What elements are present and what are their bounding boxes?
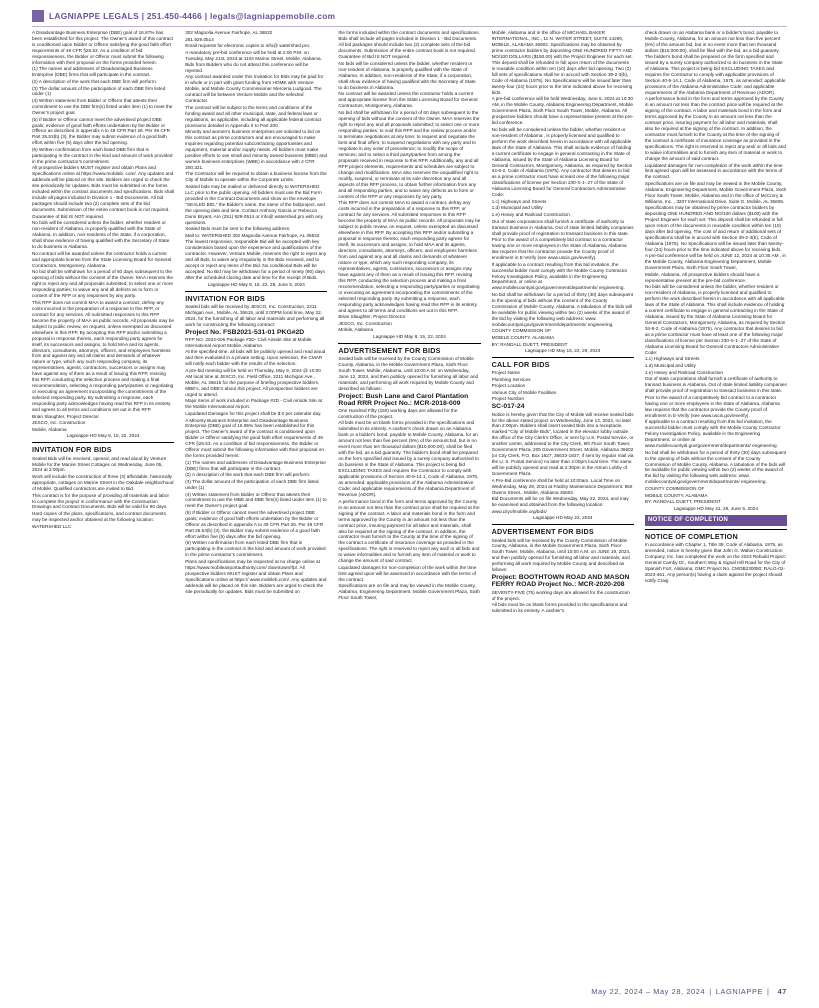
legal-paragraph: COUNTY COMMISSION OF xyxy=(644,485,705,491)
legal-paragraph: WATERSHED LLC xyxy=(32,523,72,529)
legal-paragraph: Mail to: WATERSHED 302 Magnolia Avenue Fairhope, AL 36532 xyxy=(185,232,320,238)
legal-paragraph: No bids will be considered unless the bidder, whether resident or non-resident of Alabama , is properly licensed and qualified to perform the work described herein in accordance with all applicable laws of the State of Alabama. This shall include evidence of holding a current certificate to engage in general contracting in the State of Alabama, issued by the State of Alabama Licensing Board for General Contractors, Montgomery, Alabama, as required by Section 34-8-2, Code of Alabama (1975). Any contractor that desires to bid as a prime contractor must have at least one of the following major classifications of license per Section 230-X-1-.27 of the State of Alabama Licensing Board for General Contractors Administrative Code: xyxy=(491,126,633,198)
legal-paragraph: Brian Slaughter, Project Director xyxy=(338,314,406,320)
legal-paragraph: Sealed Bids will be received, opened, and read aloud by Venture Mobile for the Marine Street Cottages on Wednesday, June 05, 2024 at 2:00pm. xyxy=(32,455,167,473)
legal-paragraph: Bid Documents will be on file Wednesday, May 22, 2024, and may be examined and obtained from the following location: xyxy=(491,496,629,508)
project-number: SC-017-24 xyxy=(491,403,525,411)
legal-paragraph: Lagniappe HD May 8, 15, 22, 2024 xyxy=(66,433,140,439)
legal-paragraph: Hard copies of the plans, specifications, and contract documents may be inspected and/or obtained at the following location: xyxy=(32,511,166,523)
legal-paragraph: No bid shall be withdrawn for a period of 60 days subsequent to the opening of bids without the consent of the Owner. MAA reserves the right to reject any and all proposals submitted; to select one or more responding parties; to waive any and all defects as to form or content of the RFP or any responses by any party. xyxy=(32,269,173,299)
legal-paragraph: All bids must be on blank forms provided in the specifications and submitted in its entirety. A cashier's check drawn on an Alabama bank or a bidder's bond, payable to Mobile County, Alabama, for an amount not less than five percent (5%) of the amount bid, but in no event more than ten thousand dollars ($10,000.00), shall be filed with the bid, as a bid guaranty. The bidder's bond shall be prepared on the form specified and issued by a surety company authorized to do business in the State of Alabama. This project is being bid EXCLUDING TAXES and requires the Contractor to comply with applicable provisions of Section 40-9-14.1, Code of Alabama, 1975, as amended; applicable provisions of the Alabama Administrative Code; and applicable requirements of the Alabama Department of Revenue (ADOR). xyxy=(338,420,479,498)
legal-paragraph: This RFP does not commit MAA to award a contract, defray any costs incurred in the preparation of a response to this RFP, or contract for any services. All submitted responses to this RFP become the property of MAA as public records. All proposals may be subject to public review, on request, unless exempted as discussed elsewhere in this RFP. By accepting this RFP and/or submitting a proposal in response thereto, each responding party agrees for itself, its successors and assigns, to hold MAA and its agents, directors, consultants, attorneys, officers, and employees harmless from and against any and all claims and demands of whatever nature or type, which any such responding company, its representatives, agents, contractors, successors or assigns may have against any of them as a result of issuing this RFP, revising this RFP, conducting the selection process and making a final recommendation, selecting a responding party/parties or negotiating or executing an agreement incorporating the commitments of the selected responding party. By submitting a response, each responding party acknowledges having read this RFP in its entirety and agrees to all terms and conditions set out in this RFP. xyxy=(32,299,174,413)
legal-paragraph: (5) If Bidder or Offeror cannot meet the advertised project DBE goals; evidence of good faith efforts undertaken by the Bidder or Offeror as described in appendix A to 49 CFR Part 26. Per 49 CFR Part 26.53(b) (3), the Bidder may submit evidence of a good faith effort within five (5) days after the bid opening. xyxy=(185,510,324,539)
legal-paragraph: Specifications are on file and may be viewed in the Mobile County, Alabama, Engineering Department, Mobile Government Plaza, Sixth Floor South Tower, Mobile, Alabama and in the office of McCrory & Williams, Inc. , 3207 International Drive, Suite G, Mobile, AL 36606. Specifications may be obtained by prime contractor bidders by depositing ONE HUNDRED AND NO/100 dollars ($100) with the Project Engineer for each set. This deposit shall be refunded in full upon return of the documents in reusable condition within ten (10) days after bid opening. The cost of and return of additional sets of specifications shall be in accord with Section 39-2-3(b), Code of Alabama (1975). No Specifications will be issued later than twenty-four (24) hours prior to the time indicated above for receiving bids. xyxy=(644,181,787,252)
legal-paragraph: A performance bond in the form and terms approved by the County in an amount not less than the contract price shall be required at the signing of the contract. A labor and materials bond in the form and terms approved by the County in an amount not less than the contract price, insuring payment for all labor and materials, shall also be required at the signing of the contract. In addition, the contractor must furnish to the County at the time of the signing of the contract a certificate of insurance coverage as provided in the specifications. The right is reserved to reject any and/ or all bids and to waive informalities and to furnish any item of material or work to change the amount of said contract. xyxy=(338,498,480,564)
legal-paragraph: Plumbing Services xyxy=(491,376,531,382)
legal-paragraph: Minority and women's business enterprises are solicited to bid on this contract as prime contractors and are encouraged to make inquiries regarding potential subcontracting opportunities and equipment, material and/or supply needs. All bidders must make positive efforts to use small and minority owned business (MBE) and women business enterprises (WBE) in accordance with 2 CFR 200.321. xyxy=(185,129,328,170)
legal-paragraph: Lagniappe HD May 8, 15, 22, 2024 xyxy=(373,333,446,339)
ad-heading: CALL FOR BIDS xyxy=(492,357,634,369)
legal-paragraph: Mobile, Alabama. All prospective bidders should have a representative present at the pre-bid conference. xyxy=(644,271,760,283)
legal-paragraph: All bids must be on blank forms provided in the specifications and submitted in its entirety. A cashier's xyxy=(491,602,628,614)
legal-paragraph: Liquidated damages for non-completion of the work within the time limit agreed upon will be assessed in accordance with the terms of the contract. xyxy=(644,162,783,180)
notice-banner: NOTICE OF COMPLETION xyxy=(645,515,787,527)
ad-heading: NOTICE OF COMPLETION xyxy=(645,529,787,541)
column-3 xyxy=(338,30,480,983)
legal-paragraph: 1.d) Municipal and Utility xyxy=(491,205,543,211)
footer-publication: LAGNIAPPE xyxy=(715,987,764,996)
legal-paragraph: check drawn on an Alabama bank or a bidder's bond, payable to Mobile County, Alabama, for an amount not less than five percent (5%) of the amount bid, but in no event more than ten thousand dollars ($10,000.00), shall be filed with the bid, as a bid guaranty. The bidder's bond shall be prepared on the form specified and issued by a surety company authorized to do business in the State of Alabama. This project is being bid EXCLUDING TAXES and requires the Contractor to comply with applicable provisions of Section 40-9-14.1, Code of Alabama, 1975, as amended; applicable provisions of the Alabama Administrative Code; and applicable requirements of the Alabama Department of Revenue (ADOR). xyxy=(644,30,786,95)
legal-paragraph: BY: RANDALL DUETT, PRESIDENT xyxy=(491,341,568,347)
legal-paragraph: A pre-bid conference will be held on JUNE 12, 2024 at 10:30 AM , in the Mobile County, Alabama Engineering Department, Mobile Government Plaza, Sixth Floor South Tower, xyxy=(644,253,787,271)
legal-paragraph: No bid shall be withdrawn for a period of thirty (30) days subsequent to the opening of bids without the consent of the County Commission of Mobile County, Alabama. A tabulation of the bids will be available for public viewing within two (2) weeks of the award of the bid by visiting the following web address: www. mobilecountyal.gov/government/departments/ engineering. xyxy=(644,449,787,485)
legal-paragraph: A pre-bid conference will be held Wednesday, June 5, 2024 at 10:30 AM, in the Mobile County, Alabama Engineering Department, Mobile Government Plaza, Sixth Floor South Tower, Mobile, Alabama. All prospective bidders should have a representative present at the pre-bid conference. xyxy=(491,96,634,126)
page-number: 47 xyxy=(777,987,787,996)
legal-paragraph: Notice is hereby given that the City of Mobile will receive sealed bids for the above stated project on Wednesday, June 12, 2024, no later than 2:00pm. Bidders shall insert sealed Bids into a receptacle, marked "City of Mobile Bids", located in the elevator lobby outside the office of the City Clerk's Office, or sent by U.S. Postal Service, or another carrier, addressed to the City Clerk, 9th Floor South Tower, Government Plaza, 205 Government Street, Mobile, Alabama 36602 (or City Clerk, P.O. Box 1827, 36633-1827, if sent by regular mail via the U. S. Postal Service) no later than 2:00pm local time. The same will be publicly opened and read at 2:30pm in the Atrium Lobby of Government Plaza. xyxy=(491,411,634,477)
legal-columns xyxy=(32,30,787,983)
legal-paragraph: 1.e) Heavy and Railroad Construction xyxy=(491,212,570,218)
legal-paragraph: MOBILE COUNTY, ALABAMA xyxy=(491,334,555,340)
legal-paragraph: (2) A description of the work that each DBE firm will perform. xyxy=(185,472,311,478)
legal-paragraph: Sealed bids will be received by the County Commission of Mobile County, Alabama, in the Mobile Government Plaza, Sixth Floor South Tower, Mobile, Alabama, until 10:00 A.M. on Wednesday, June 12, 2024, and then publicly opened for furnishing all labor and materials, and performing all work required by Mobile County and described as follows: xyxy=(338,355,479,391)
legal-paragraph: Out of state corporations shall furnish a certificate of authority to transact business in Alabama. Out of state limited liability companies shall provide proof of registration to transact business in this state. xyxy=(491,218,634,236)
column-4 xyxy=(492,30,634,983)
legal-paragraph: At the specified time, all bids will be publicly opened and read aloud and then evaluated in a private setting. Upon selection, the CMAR will notify each bidder with the results of the selection. xyxy=(185,349,326,367)
legal-paragraph: Liquidated damages for non-completion of the work within the time limit agreed upon will be assessed in accordance with the terms of the contract. xyxy=(338,564,477,582)
legal-paragraph: Guarantee of Bid IS NOT required. xyxy=(338,54,411,60)
legal-paragraph: BY: RANDALL DUETT, PRESIDENT xyxy=(644,499,721,505)
legal-paragraph: The Contractor will be required to obtain a business license from the City of Mobile to operate within the Corporate Limits. xyxy=(185,171,327,183)
legal-paragraph: A mandatory pre-bid conference will be held at 2:00 P.M. on Tuesday, May 21st, 2024 at 1104 Marine Street, Mobile, Alabama. Bids from Bidders who do not attend this conference will be rejected. xyxy=(185,49,322,73)
legal-paragraph: A pre-bid meeting will be held on Thursday, May 9, 2024 @ 10:00 AM local time at JESCO, Inc. Field Office, 2211 Michigan Ave., Mobile, AL 36615 for the purpose of briefing prospective bidders, MBE's, and DBE's about this project. All prospective bidders are urged to attend. xyxy=(185,367,321,397)
legal-paragraph: No bid shall be withdrawn for a period of thirty (30) days subsequent to the opening of bids without the consent of the County Commission of Mobile County, Alabama. A tabulation of the bids will be available for public viewing within two (2) weeks of the award of the bid by visiting the following web address: www. mobilecountyal.gov/government/departments/ engineering. xyxy=(491,292,634,327)
legal-paragraph: A Pre-Bid conference shall be held at 10:00am. Local Time on Wednesday, May 29, 2024 at Facility Maintenance Department: 850 Owens Street., Mobile, Alabama 36604. xyxy=(491,477,633,495)
legal-paragraph: JESCO, Inc. Construction xyxy=(32,420,86,426)
legal-paragraph: Sealed bids will be received by JESCO, Inc. Construction, 2211 Michigan Ave., Mobile, AL 36615, until 2:00PM local time, May 22, 2024, for the furnishing of all labor and materials and performing all work for constructing the following contract: xyxy=(185,303,325,327)
legal-paragraph: No bids will be considered unless the bidder, whether resident or non-resident of Alabama, is properly qualified with the State of Alabama. In addition, non-residents of the State, if a corporation, shall show evidence of having qualified with the Secretary of State to do business in Alabama. xyxy=(338,61,476,90)
legal-paragraph: Project Name xyxy=(491,370,521,376)
legal-paragraph: SEVENTY-FIVE (75) working days are allowed for the construction of the project. xyxy=(491,589,630,601)
legal-paragraph: 1.c) Highways and Streets xyxy=(491,198,547,204)
legal-paragraph: Liquidated Damages for this project shall be $ 0 per calendar day. xyxy=(185,410,322,416)
legal-paragraph: Prior to the award of a competitively bid contract to a contractor having one or more employees in the State of Alabama, Alabama law requires that the contractor provide the County proof of enrollment in E-Verify (see www.uscis.gov/everify). xyxy=(491,237,627,260)
legal-paragraph: (2) A description of the work that each DBE firm will perform. xyxy=(32,78,158,84)
legal-paragraph: Any contract awarded under this Invitation for Bids may be paid for in whole or in part with grant funding from HOME with Venture Mobile, and Mobile County Commissioner Merceria Ludgood. The contract will be between Venture Mobile and the selected Contractor. xyxy=(185,74,324,104)
project-number: Project No. FSB2021-531-01 PKG#2D xyxy=(185,328,305,336)
legal-paragraph: (3) The dollar amount of the participation of each DBE firm listed under (1) xyxy=(185,478,319,490)
column-2 xyxy=(185,30,327,983)
legal-paragraph: JESCO, Inc. Construction xyxy=(338,320,392,326)
legal-paragraph: The lowest responsive, responsible Bid will be accepted with key consideration based upon the experience and qualifications of the contractor. However, Venture Mobile, reserves the right to reject any and all Bids, to waive any irregularity in the Bids received, and to accept or reject any items of the Bid. No conditional Bids will be accepted. No Bid may be withdrawn for a period of ninety (90) days after the scheduled closing date and time for the receipt of Bids. xyxy=(185,239,327,281)
legal-paragraph: A performance bond in the form and terms approved by the County in an amount not less than the contract price will be required at the signing of the contract. A labor and materials bond in the form and terms approved by the County in an amount not less than the contract price, insuring payment for all labor and materials, shall also be required at the signing of the contract. In addition, the contractor must furnish to the County at the time of the signing of the contract a certificate of insurance coverage as provided in the specifications. The right is reserved to reject any and/ or all bids and to waive informalities and to furnish any item of material or work to change the amount of said contract. xyxy=(644,96,786,161)
legal-paragraph: All prospective bidders MUST register and obtain Plans and Specifications online at https://www.mobileb. com/. Any updates and addenda will be placed on this site. Bidders are urged to check the site periodically for updates. Bids must be submitted on the forms included within the contract documents and specifications. Bids shall include all pages included in Division 1 - Bid Documents. All bid packages should include two (2) complete sets of the bid documents. Submission of the entire contract book is not required. xyxy=(32,165,175,213)
legal-paragraph: Out of state corporations shall furnish a certificate of authority to transact business in Alabama. Out of state limited liability companies shall provide proof of registration to transact business in this state. xyxy=(644,376,787,394)
legal-paragraph: Sealed bids will be received by the County Commission of Mobile County, Alabama, in the Mobile Government Plaza, Sixth Floor South Tower, Mobile, Alabama, until 10:00 A.M. on JUNE 19, 2024, and then publicly opened for furnishing all labor and materials, and performing all work required by Mobile County and described as follows: xyxy=(491,537,631,573)
legal-paragraph: (4) Written statement from Bidder or Offeror that attests their commitment to use the MBE and DBE firm(s) listed under item (1) to meet the Owner's project goal. xyxy=(185,491,327,509)
ad-heading: ADVERTISEMENT FOR BIDS xyxy=(492,524,634,536)
legal-paragraph: The contract will be subject to the terms and conditions of the funding award and all other municipal, state, and federal laws or regulations, as applicable, including all applicable federal contract provisions detailed in Appendix II to Part 200. xyxy=(185,104,322,128)
legal-paragraph: A Minority Business Enterprise and Disadvantage Business Enterprise (DBE) goal of 16.95% has been established for this project. The Owner's award of the contract is conditioned upon Bidder or Offeror satisfying the good faith effort requirements of 49 CFR §26.53. As a condition of bid responsiveness, the Bidder or Offeror must submit the following information with their proposal on the forms provided herein: xyxy=(185,417,324,459)
legal-paragraph: MOBILE COUNTY, ALABAMA xyxy=(644,492,708,498)
legal-paragraph: 1.c) Highways and Streets xyxy=(644,356,700,362)
legal-paragraph: Email requests for electronic copies to info@ watershed.pro. xyxy=(185,43,311,49)
page-footer xyxy=(591,987,787,996)
legal-paragraph: Brian Slaughter, Project Director xyxy=(32,413,99,419)
legal-paragraph: No bids will be considered unless the bidder, whether resident or non-resident of Alabama, is properly qualified with the State of Alabama. In addition, non-residents of the State, if a corporation, shall show evidence of having qualified with the Secretary of State to do business in Alabama. xyxy=(32,220,170,250)
legal-paragraph: (1) The names and addresses of Disadvantaged Business Enterprise (DBE) firms that will participate in the contract. xyxy=(32,66,153,78)
legal-paragraph: (4) Written statement from Bidder or Offeror that attests their commitment to use the DBE firm(s) listed under item (1) to meet the Owner's project goal. xyxy=(32,98,173,115)
legal-paragraph: 251.929.0514 xyxy=(185,36,214,42)
legal-paragraph: No contract will be awarded unless the contractor holds a current and appropriate license from the State Licensing Board for General Contractors, Montgomery, Alabama. xyxy=(338,91,478,109)
legal-paragraph: This contract is for the purpose of providing all materials and labor to complete the project in conformance with the Construction Drawings and Contract Documents. Bids will be valid for 90 days. xyxy=(32,492,170,510)
footer-date: May 22, 2024 – May 28, 2024 xyxy=(591,987,706,996)
legal-paragraph: Project Location xyxy=(491,383,526,389)
legal-paragraph: RFP NO. 2024-006 Package #2D- Civil Airside Site at Mobile International Airport Mobile, Alabama xyxy=(185,336,312,348)
legal-paragraph: (1) The names and addresses of Disadvantage Business Enterprise (DBE) firms that will participate in the contract. xyxy=(185,459,326,471)
ad-heading: INVITATION FOR BIDS xyxy=(185,291,327,303)
footer-separator: | xyxy=(709,987,712,996)
project-number: Project: Bush Lane and Carol Plantation Road RRR Project No.: MCR-2018-009 xyxy=(338,392,469,407)
legal-paragraph: Lagniappe HD May 15, 22, 29, 2024 xyxy=(525,348,601,354)
legal-paragraph: Lagniappe HD May 22, 29, June 5, 2024 xyxy=(673,505,758,511)
legal-paragraph: Lagniappe HD May 22, 2024 xyxy=(532,515,593,521)
legal-paragraph: www.cityofmobile.org/bids/ xyxy=(491,508,547,514)
legal-paragraph: Guarantee of Bid IS NOT required. xyxy=(32,213,105,219)
legal-paragraph: In accordance with Chapter 1, Title 39, Code of Alabama, 1975, as amended, notice is hereby given that John G. Walton Construction Company, Inc. has completed the work on the 2023 Rebuild Project: General Camby Dr., Southern Way & Signal Hill Road for the City of Spanish Fort, Alabama; GMC Project No. CMOB230050; RALG-02-2023-461. Any person(s) having a claim against the project should notify Craig xyxy=(644,542,786,584)
legal-paragraph: Mobile, Alabama and in the office of MICHAEL BAKER INTERNATIONAL, INC., 11 N. WATER STREET, SUITE 14290, MOBILE, ALABAMA 36602. Specifications may be obtained by prime contractor bidders by depositing ONE HUNDRED FIFTY AND NO/100 DOLLARS ($150.00) with the Project Engineer for each set. This deposit shall be refunded in full upon return of the documents in reusable condition within ten (10) days after bid opening. Two (2) full sets of specifications shall be in accord with Section 39-2-3(b), Code of Alabama (1975). No Specifications will be issued later than twenty-four (24) hours prior to the time indicated above for receiving bids. xyxy=(491,30,633,95)
legal-paragraph: This RFP does not commit MAA to award a contract, defray any costs incurred in the preparation of a response to this RFP, or contract for any services. All submitted responses to this RFP become the property of MAA as public records. All proposals may be subject to public review, on request, unless exempted as discussed elsewhere in this RFP. By accepting this RFP and/or submitting a proposal in response thereto, each responding party agrees for itself, its successors and assigns, to hold MAA and its agents, directors, consultants, attorneys, officers, and employees harmless from and against any and all claims and demands of whatever nature or type, which any such responding company, its representatives, agents, contractors, successors or assigns may have against any of them as a result of issuing this RFP, revising this RFP, conducting the selection process and making a final recommendation, selecting a responding party/parties or negotiating or executing an agreement incorporating the commitments of the selected responding party. By submitting a response, each responding party acknowledges having read this RFP in its entirety and agrees to all terms and conditions set out in this RFP. xyxy=(338,200,481,313)
legal-paragraph: Plans and specifications may be inspected at no charge online at https://www.mobileairportauthority.com/ downtown/rfp/. All prospective bidders MUST register and obtain Plans and Specifications online at https:// www.mobileb.com/. Any updates and addenda will be placed on this site. Bidders are urged to check the site periodically for updates. Bids must be submitted on xyxy=(185,558,327,594)
ad-heading: INVITATION FOR BIDS xyxy=(32,442,174,454)
logo-square-icon xyxy=(32,10,44,22)
footer-separator: | xyxy=(767,987,770,996)
legal-paragraph: (6) Written confirmation from each listed DBE firm that is participating in the contract in the kind and amount of work provided in the prime contractor's commitment. xyxy=(32,146,173,164)
legal-paragraph: Prior to the award of a competitively bid contract to a contractor having one or more employees in the State of Alabama, Alabama law requires that the contractor provide the County proof of enrollment in E-Verify (see www.uscis.gov/everify). xyxy=(644,394,780,418)
legal-paragraph: Sealed Bids must be sent to the following address: xyxy=(185,226,291,232)
legal-paragraph: Sealed bids may be mailed or delivered directly to WATERSHED LLC prior to the public opening. All bidders must use the Bid Form provided in the Contract Documents and show on the envelope "SEALED BID," the Bidder's name, the name of the bid/project, and the opening date and time. Contact Anthony Garcia or Rebecca Dunn Bryant, AIA (251) 929-0514 or info@ watershed.pro with any questions. xyxy=(185,183,325,225)
legal-paragraph: COUNTY COMMISSION OF xyxy=(491,328,552,334)
legal-paragraph: Work will include the construction of three (3) affordable, historically appropriate, cottages on Marine Street in the Oakdale neighborhood of Mobile. Qualified contractors are invited to Bid. xyxy=(32,474,174,491)
header-rule xyxy=(32,26,787,27)
column-1 xyxy=(32,30,174,983)
legal-paragraph: If applicable to a contract resulting from this bid invitation, the successful bidder must comply with the Mobile County Contractor Felony Investigation Policy, available in the Engineering Department, or online at www.mobilecountyal.gov/government/departments/ engineering. xyxy=(491,261,628,291)
legal-paragraph: No bids will be considered unless the bidder, whether resident or non-resident of Alabama, is properly licensed and qualified to perform the work described herein in accordance with all applicable laws of the State of Alabama. This shall include evidence of holding a current certificate to engage in general contracting in the State of Alabama, issued by the State of Alabama Licensing Board for General Contractors, Montgomery, Alabama, as required by Section 34-8-2, Code of Alabama (1975). Any contractor that desires to bid as a prime contractor must have at least one of the following major classifications of license per Section 230-X-1-.27 of the State of Alabama Licensing Board for General Contractors Administrative Code: xyxy=(644,284,786,355)
legal-paragraph: (5) If Bidder or Offeror cannot meet the advertised project DBE goals; evidence of good faith efforts undertaken by the Bidder or Offeror as described in appendix A to 49 CFR Part 26. Per 49 CFR Part 26.53(b) (3), the Bidder may submit evidence of a good faith effort within five (5) days after the bid opening. xyxy=(32,116,171,146)
legal-paragraph: Mobile, Alabama xyxy=(32,426,67,432)
legal-paragraph: the forms included within the contract documents and specifications. Bids shall include all pages included in Division 1 - Bid Documents. All bid packages should include two (2) complete sets of the bid documents. Submission of the entire contract book is not required. xyxy=(338,30,480,53)
legal-paragraph: (3) The dollar amount of the participation of each DBE firm listed under (1) xyxy=(32,85,166,97)
legal-paragraph: Various City of Mobile Facilities xyxy=(491,389,557,395)
legal-paragraph: Lagniappe HD May 8, 15, 22, 29, June 5, 2024 xyxy=(207,281,305,287)
legal-paragraph: If applicable to a contract resulting from this bid invitation, the successful bidder must comply with the Mobile County Contractor Felony Investigation Policy, available in the Engineering Department, or online at www.mobilecountyal.gov/government/departments/ engineering. xyxy=(644,419,781,448)
legal-paragraph: One Hundred Fifty (150) working days are allowed for the construction of the project. xyxy=(338,407,458,419)
column-5 xyxy=(645,30,787,983)
legal-paragraph: Major items of work included in Package #2D - Civil Airside Site at the Mobile International Airport. xyxy=(185,398,322,410)
legal-paragraph: 1.e) Heavy and Railroad Construction xyxy=(644,369,723,375)
project-number: Project: BOOTHTOWN ROAD AND MASON FERRY ROAD Project No.: MCR-2020-208 xyxy=(491,574,630,589)
header-text: LAGNIAPPE LEGALS | 251.450-4466 | legals@lagniappemobile.com xyxy=(49,11,336,21)
legal-paragraph: Project Number xyxy=(491,396,525,402)
ad-heading: ADVERTISEMENT FOR BIDS xyxy=(338,343,480,355)
legal-paragraph: A Disadvantage Business Enterprise (DBE) goal of 16.87% has been established for this project. The Owner's award of this contract is conditioned upon Bidder or Offeror satisfying the good faith effort requirements of 49 CFR §26.53. As a condition of bid responsiveness, the Bidder or Offeror must submit the following information with their proposal on the forms provided herein: xyxy=(32,30,173,65)
legal-paragraph: (6) Written confirmation from each listed DBE firm that is participating in the contract in the kind and amount of work provided in the prime contractor's commitment. xyxy=(185,540,326,558)
legal-paragraph: No contract will be awarded unless the contractor holds a current and appropriate license from the State Licensing Board for General Contractors, Montgomery, Alabama. xyxy=(32,250,172,268)
legal-paragraph: 302 Magnolia Avenue Fairhope, AL 36532 xyxy=(185,30,273,35)
legal-paragraph: 1.d) Municipal and Utility xyxy=(644,363,696,369)
legal-paragraph: Specifications are on file and may be viewed in the Mobile County, Alabama, Engineering Department, Mobile Government Plaza, Sixth Floor South Tower, xyxy=(338,583,480,601)
legal-paragraph: Mobile, Alabama xyxy=(338,327,374,333)
legal-paragraph: No bid shall be withdrawn for a period of 60 days subsequent to the opening of bids without the consent of the Owner. MAA reserves the right to reject any and all proposals submitted; to select one or more responding parties; to void this RFP and the review process and/or to terminate negotiations at any time; to request and negotiate the best and final offers; to suspend negotiations with any party and to negotiate in any order of precedence; to modify the scope of services; and to select a third party/parties from among the proposals received in response to this RFP. Additionally, any and all RFP project elements, requirements and schedules are subject to change and modification. MAA also reserves the unqualified right to modify, suspend, or terminate at its sole discretion any and all aspects of this RFP process, to obtain further information from any and all responding parties, and to waive any defects as to form or content of the RFP or any responses by any party. xyxy=(338,109,480,199)
page-header xyxy=(32,8,335,24)
